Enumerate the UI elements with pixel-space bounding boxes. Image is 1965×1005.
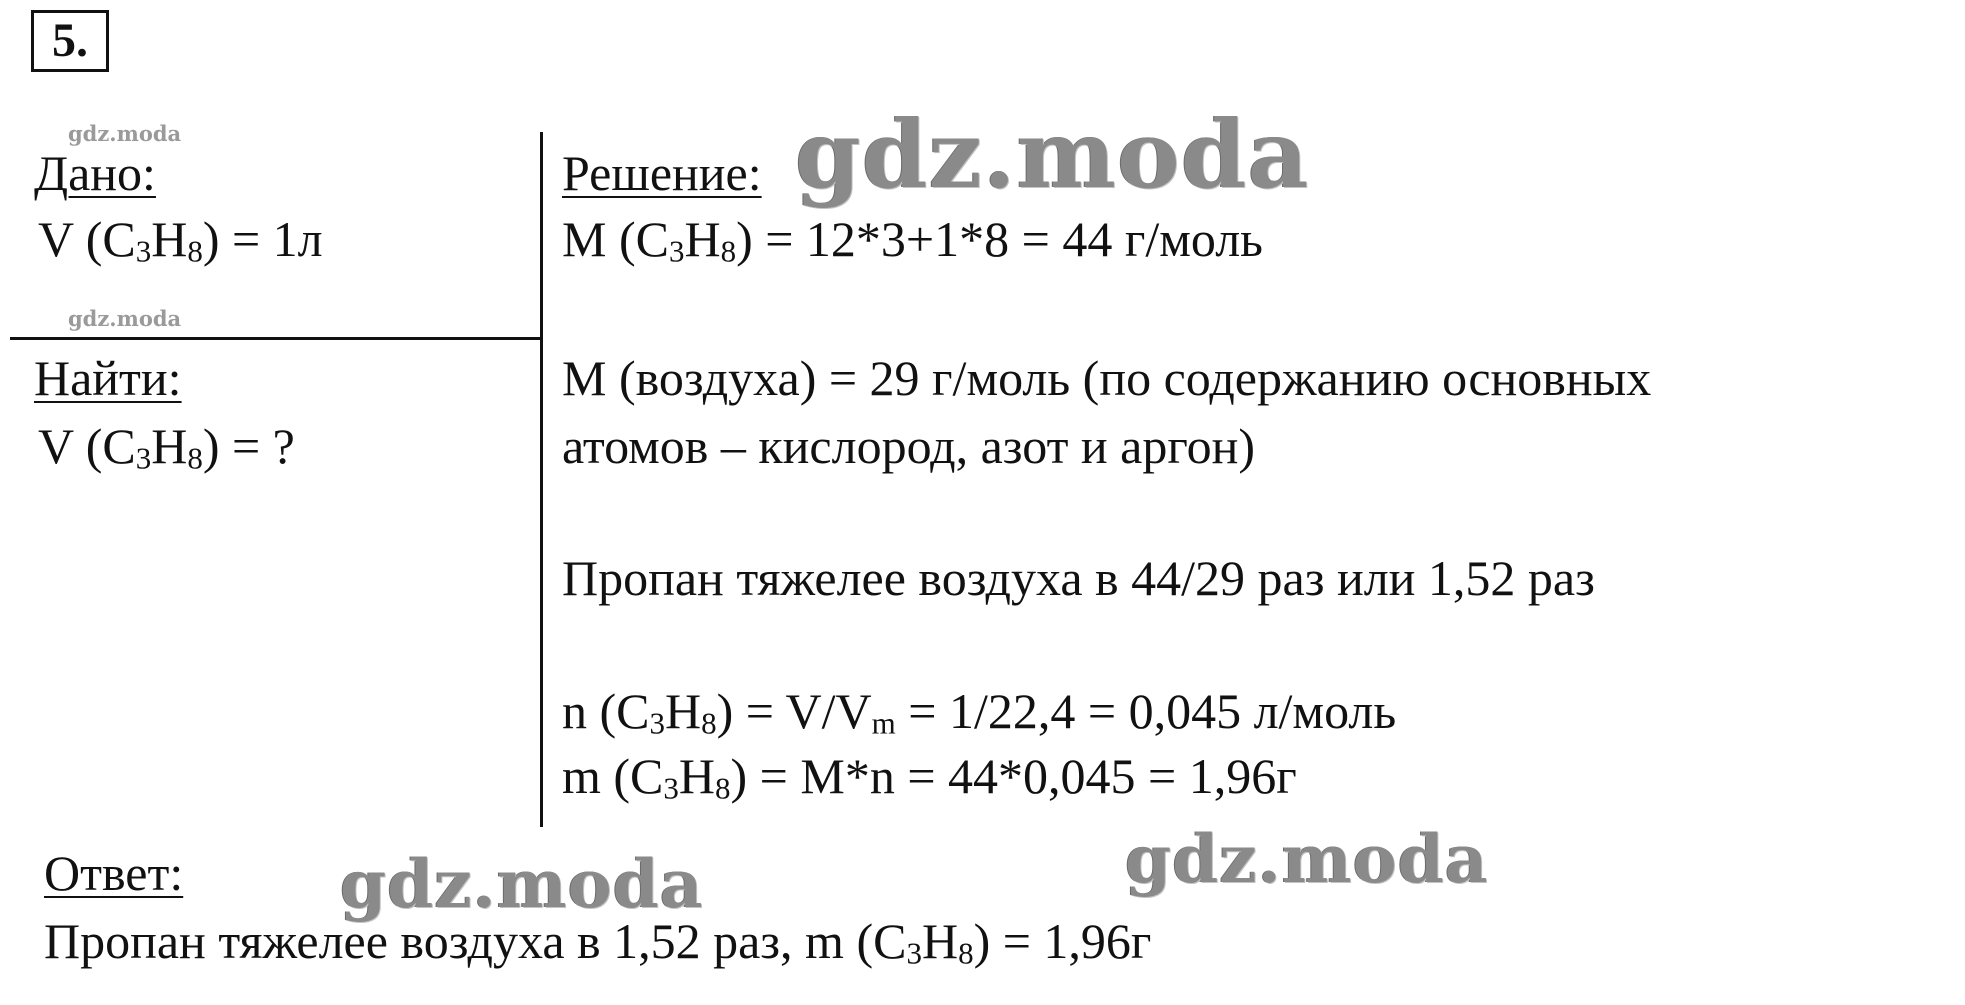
solution-heading: Решение: [562,145,762,201]
watermark-small-top: gdz.moda [68,121,182,146]
solution-mass: m $(C_3H_8) = M*n = 44*0,045 = 1,96г$ [562,748,1297,806]
find-heading: Найти: [34,350,182,406]
given-volume: V $(C_3H_8) = 1л$ [38,211,323,269]
given-heading: Дано: [34,145,156,201]
watermark-large-bottom-left: gdz.moda [340,845,704,923]
answer-text: Пропан тяжелее воздуха в 1,52 раз, m $(C_3H_8) = 1,96г$ [44,913,1152,971]
solution-molar-mass: M $(C_3H_8) = 12*3+1*8 = 44$ г/моль [562,211,1263,269]
find-volume: V $(C_3H_8)$ = ? [38,418,295,476]
watermark-small-middle: gdz.moda [68,306,182,331]
watermark-large-top: gdz.moda [795,100,1310,210]
answer-heading: Ответ: [44,845,184,901]
problem-number: 5. [31,10,109,72]
solution-heavier: Пропан тяжелее воздуха в 44/29 раз или 1,52 раз [562,550,1595,606]
watermark-large-bottom-right: gdz.moda [1125,820,1489,898]
solution-moles: n $(C_3H_8) = V/V_m = 1/22,4 = 0,045$ л/моль [562,683,1397,741]
given-find-divider [10,337,542,340]
solution-air-line-1: M (воздуха) = 29 г/моль (по содержанию основных [562,350,1652,406]
solution-air-line-2: атомов – кислород, азот и аргон) [562,418,1256,474]
column-divider [540,132,543,827]
